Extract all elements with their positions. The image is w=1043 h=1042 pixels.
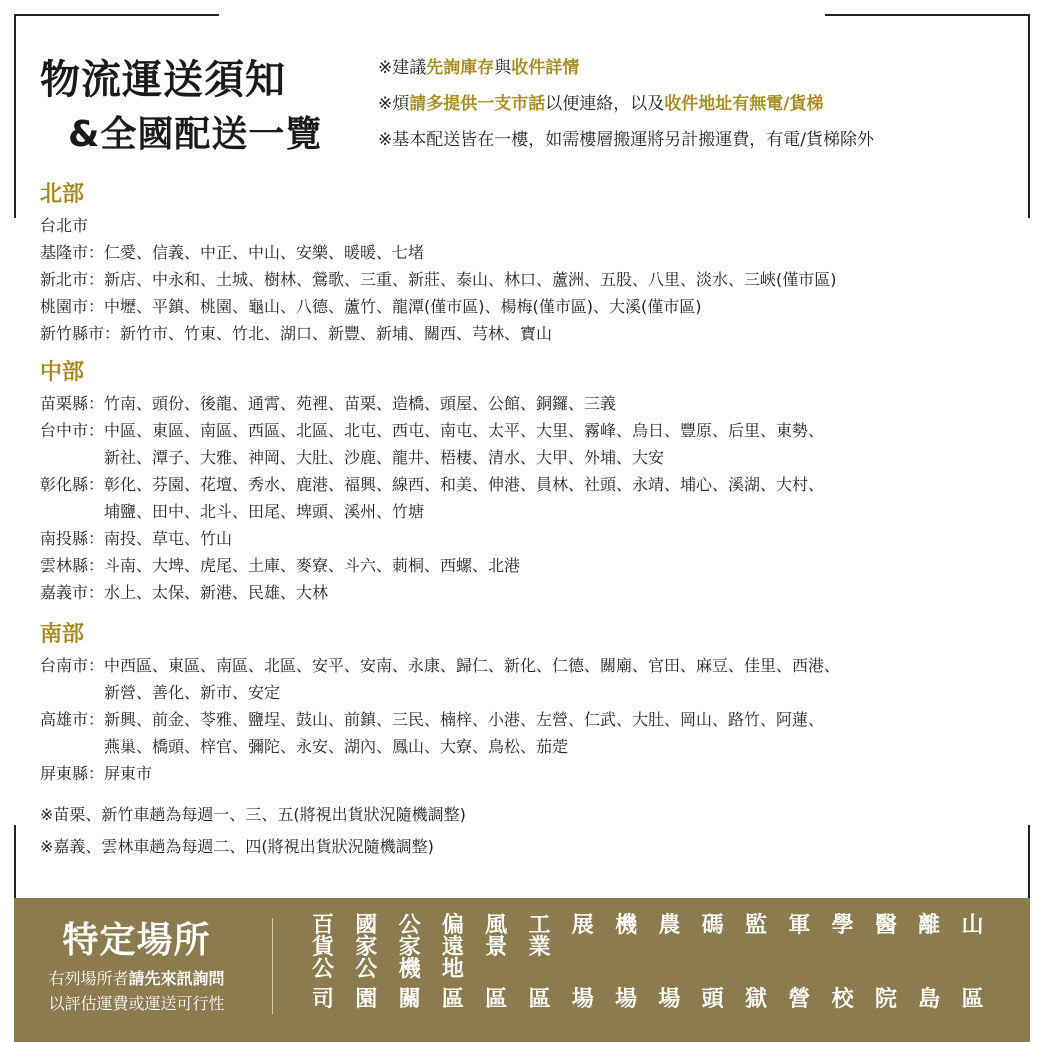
district-list: 新店、中永和、土城、樹林、鶯歌、三重、新莊、泰山、林口、蘆洲、五股、八里、淡水、三峽(僅市區) [104,270,837,289]
special-places-note [14,966,259,989]
city-name: 雲林縣： [40,556,105,575]
district-list: 水上、太保、新港、民雄、大林 [104,583,329,602]
notice-item [378,92,1018,128]
special-place-char: 百 [311,912,334,938]
special-place-top [528,914,550,958]
region-entry [40,417,824,444]
region-title: 中部 [40,360,85,385]
district-list: 南投、草屯、竹山 [104,529,233,548]
notice-list [378,56,1018,164]
special-place-char: 場 [615,986,638,1012]
special-place-top [745,914,767,936]
special-place-top [442,914,464,980]
city-name: 高雄市： [40,710,105,729]
region-entry [40,706,840,733]
notice-text: ※建議 [378,58,427,78]
district-list: 屏東市 [104,764,153,783]
special-place [479,914,513,1010]
special-place [652,914,686,1010]
region-block [40,618,840,787]
special-place [436,914,470,1010]
district-list: 中壢、平鎮、桃園、龜山、八德、蘆竹、龍潭(僅市區)、楊梅(僅市區)、大溪(僅市區) [104,297,702,316]
district-list: 仁愛、信義、中正、中山、安樂、暖暖、七堵 [104,243,425,262]
special-place-top [918,914,940,936]
region-entry [40,266,837,293]
footnote-item: ※嘉義、雲林車趟為每週二、四(將視出貨狀況隨機調整) [40,837,434,856]
special-place-char: 離 [918,912,941,938]
special-place [739,914,773,1010]
frame-top-left [14,14,219,16]
special-place [523,914,557,1010]
special-place-char: 偏 [441,912,464,938]
special-place-char: 機 [398,956,421,982]
special-place-char: 公 [311,956,334,982]
special-places-title: 特定場所 [62,920,211,961]
special-place-char: 醫 [874,912,897,938]
region-entry [40,733,840,760]
special-place-char: 校 [831,986,854,1012]
city-name: 桃園市： [40,297,105,316]
special-place-char: 區 [961,986,984,1012]
frame-top-right [825,14,1030,16]
special-place-char: 家 [398,934,421,960]
region-entry [40,471,824,498]
notice-highlight: 收件詳情 [511,58,580,78]
region-entry [40,498,824,525]
special-place-char: 業 [528,934,551,960]
special-places-banner [14,898,1030,1042]
special-place-char: 碼 [701,912,724,938]
frame-right-upper [1028,14,1030,218]
district-list: 埔鹽、田中、北斗、田尾、埤頭、溪州、竹塘 [104,502,425,521]
city-name: 新竹縣市： [40,324,121,343]
special-place-top [961,914,983,936]
city-name: 基隆市： [40,243,105,262]
banner-divider [272,918,273,1014]
special-place-char: 山 [961,912,984,938]
region-entry [40,579,824,606]
notice-highlight: 收件地址有無電/貨梯 [664,94,824,114]
special-place-char: 區 [528,986,551,1012]
special-place-top [832,914,854,936]
special-place-char: 展 [571,912,594,938]
district-list: 竹南、頭份、後龍、通霄、苑裡、苗栗、造橋、頭屋、公館、銅鑼、三義 [104,394,617,413]
special-place [349,914,383,1010]
special-place-char: 場 [658,986,681,1012]
special-place-top [312,914,334,980]
special-place-char: 島 [918,986,941,1012]
city-name: 台中市： [40,421,105,440]
special-note-prefix: 右列場所者 [48,969,129,988]
special-place-char: 關 [398,986,421,1012]
notice-text: 以便連絡，以及 [545,94,665,114]
special-place-char: 工 [528,912,551,938]
special-places-note-2: 以評估運費或運送可行性 [48,994,225,1013]
special-place-char: 區 [485,986,508,1012]
special-place [912,914,946,1010]
special-place [826,914,860,1010]
frame-right-lower [1028,825,1030,900]
page-title: 物流運送須知 [40,57,286,103]
special-place-char: 風 [485,912,508,938]
special-place-char: 農 [658,912,681,938]
page-subtitle: &全國配送一覽 [68,114,323,155]
special-place-char: 遠 [441,934,464,960]
frame-left-lower [14,825,16,900]
special-place-char: 監 [744,912,767,938]
region-entry [40,444,824,471]
city-name: 新北市： [40,270,105,289]
special-place-char: 軍 [788,912,811,938]
special-place [696,914,730,1010]
special-place-char: 園 [355,986,378,1012]
special-place-char: 公 [355,956,378,982]
district-list: 新興、前金、苓雅、鹽埕、鼓山、前鎮、三民、楠梓、小港、左營、仁武、大肚、岡山、路竹、阿蓮、 [104,710,825,729]
special-place-char: 場 [571,986,594,1012]
district-list: 新竹市、竹東、竹北、湖口、新豐、新埔、關西、芎林、寶山 [120,324,553,343]
special-place-char: 機 [615,912,638,938]
city-name: 苗栗縣： [40,394,105,413]
region-entry [40,239,837,266]
special-note-emphasis: 請先來訊詢問 [128,969,225,988]
special-place-char: 司 [311,986,334,1012]
special-place-char: 貨 [311,934,334,960]
special-place [609,914,643,1010]
special-place-char: 家 [355,934,378,960]
district-list: 中西區、東區、南區、北區、安平、安南、永康、歸仁、新化、仁德、關廟、官田、麻豆、佳里、西港、 [104,656,841,675]
special-place-top [658,914,680,936]
notice-text: ※基本配送皆在一樓，如需樓層搬運將另計搬運費，有電/貨梯除外 [378,130,874,150]
region-entry [40,525,824,552]
special-place-top [702,914,724,936]
region-entry [40,293,837,320]
special-place-top [355,914,377,980]
special-place [956,914,990,1010]
special-place [566,914,600,1010]
notice-highlight: 請多提供一支市話 [409,94,546,114]
special-place-top [615,914,637,936]
district-list: 彰化、芬園、花壇、秀水、鹿港、福興、線西、和美、伸港、員林、社頭、永靖、埔心、溪湖、大村、 [104,475,825,494]
city-name: 台南市： [40,656,105,675]
city-name: 嘉義市： [40,583,105,602]
special-place-top [572,914,594,936]
special-place-char: 院 [874,986,897,1012]
district-list: 燕巢、橋頭、梓官、彌陀、永安、湖內、鳳山、大寮、鳥松、茄萣 [104,737,569,756]
city-name: 台北市 [40,216,89,235]
special-place [393,914,427,1010]
special-place-char: 地 [441,956,464,982]
district-list: 新社、潭子、大雅、神岡、大肚、沙鹿、龍井、梧棲、清水、大甲、外埔、大安 [104,448,665,467]
special-place-char: 獄 [744,986,767,1012]
notice-text: ※煩 [378,94,410,114]
special-place-char: 營 [788,986,811,1012]
city-name: 南投縣： [40,529,105,548]
special-place [306,914,340,1010]
region-entry [40,212,837,239]
special-place-top [399,914,421,980]
notice-text: 與 [494,58,512,78]
district-list: 中區、東區、南區、西區、北區、北屯、西屯、南屯、太平、大里、霧峰、烏日、豐原、后里、東勢、 [104,421,825,440]
region-entry [40,760,840,787]
special-place-char: 頭 [701,986,724,1012]
region-entry [40,679,840,706]
district-list: 新營、善化、新市、安定 [104,683,281,702]
frame-left-upper [14,14,16,218]
special-place-top [875,914,897,936]
region-title: 北部 [40,182,85,207]
region-entry [40,320,837,347]
city-name: 彰化縣： [40,475,105,494]
special-place-char: 學 [831,912,854,938]
region-block [40,356,824,606]
city-name: 屏東縣： [40,764,105,783]
region-entry [40,652,840,679]
special-place [782,914,816,1010]
special-place-char: 公 [398,912,421,938]
region-entry [40,390,824,417]
region-title: 南部 [40,622,85,647]
special-place-char: 景 [485,934,508,960]
special-place-char: 區 [441,986,464,1012]
notice-highlight: 先詢庫存 [426,58,495,78]
notice-item [378,56,1018,92]
region-entry [40,552,824,579]
special-place-top [485,914,507,958]
footnote-item: ※苗栗、新竹車趟為每週一、三、五(將視出貨狀況隨機調整) [40,805,466,824]
special-place-char: 國 [355,912,378,938]
district-list: 斗南、大埤、虎尾、土庫、麥寮、斗六、莿桐、西螺、北港 [104,556,521,575]
special-place-top [788,914,810,936]
region-block [40,178,837,347]
notice-item [378,128,1018,164]
special-place [869,914,903,1010]
